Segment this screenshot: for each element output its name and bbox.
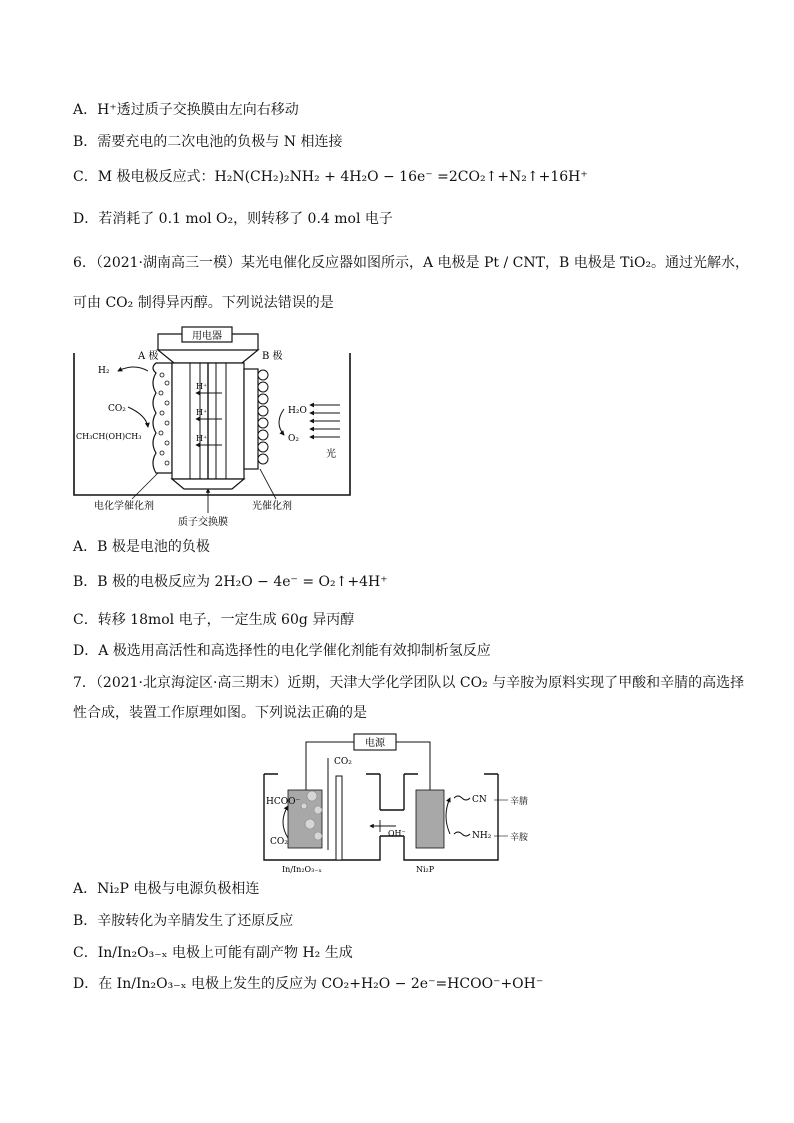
in-electrode-label: In/In₂O₃₋ₓ [282, 865, 322, 874]
power-label: 电源 [365, 738, 385, 749]
membrane-label: 质子交换膜 [178, 517, 228, 528]
q7-figure [258, 730, 538, 875]
q5-option-c: C．M 极电极反应式：H₂N(CH₂)₂NH₂ + 4H₂O − 16e⁻ =2CO₂↑+N₂↑+16H⁺ [73, 169, 588, 185]
oh-label: OH⁻ [388, 829, 406, 838]
amine-label: 辛胺 [510, 833, 529, 843]
hplus-label-3: H⁺ [196, 434, 208, 443]
h2-label: H₂ [98, 366, 110, 376]
q6-option-d: D．A 极选用高活性和高选择性的电化学催化剂能有效抑制析氢反应 [73, 643, 491, 659]
hplus-label-2: H⁺ [196, 408, 208, 417]
q7-option-d: D．在 In/In₂O₃₋ₓ 电极上发生的反应为 CO₂+H₂O − 2e⁻=HCOO⁻+OH⁻ [73, 976, 544, 992]
electrode-b [244, 369, 258, 469]
amine-group-label: NH₂ [472, 831, 492, 841]
isopropanol-label: CH₃CH(OH)CH₃ [76, 432, 142, 441]
q6-option-a: A．B 极是电池的负极 [73, 539, 210, 555]
device-label: 用电器 [192, 331, 222, 342]
q6-figure [72, 323, 352, 533]
electrode-a [153, 363, 172, 473]
ni2p-electrode-label: Ni₂P [416, 865, 435, 874]
nitrile-label: 辛腈 [510, 797, 529, 807]
q7-option-c: C．In/In₂O₃₋ₓ 电极上可能有副产物 H₂ 生成 [73, 945, 353, 961]
electrode-ni2p [416, 790, 444, 848]
nitrile-group-label: CN [472, 795, 487, 805]
q5-option-b: B．需要充电的二次电池的负极与 N 相连接 [73, 134, 343, 150]
q6-option-c: C．转移 18mol 电子，一定生成 60g 异丙醇 [73, 612, 355, 628]
electrode-b-label: B 极 [262, 351, 283, 362]
q7-option-b: B．辛胺转化为辛腈发生了还原反应 [73, 913, 294, 929]
h2o-label: H₂O [288, 406, 307, 416]
o2-label: O₂ [288, 434, 299, 444]
q6-stem-line1: 6．（2021·湖南高三一模）某光电催化反应器如图所示，A 电极是 Pt / CNT，B 电极是 TiO₂。通过光解水， [73, 255, 750, 271]
q6-option-b: B．B 极的电极反应为 2H₂O − 4e⁻ = O₂↑+4H⁺ [73, 574, 388, 590]
catalyst-right-label: 光催化剂 [252, 501, 292, 512]
light-label: 光 [326, 449, 336, 460]
co2-top-label: CO₂ [334, 757, 352, 767]
electrode-a-label: A 极 [138, 351, 159, 362]
co2-label: CO₂ [108, 404, 126, 414]
q7-option-a: A．Ni₂P 电极与电源负极相连 [73, 881, 260, 897]
q7-stem-line2: 性合成，装置工作原理如图。下列说法正确的是 [73, 705, 367, 721]
hplus-label-1: H⁺ [196, 382, 208, 391]
q7-stem-line1: 7．（2021·北京海淀区·高三期末）近期，天津大学化学团队以 CO₂ 与辛胺为原料实现了甲酸和辛腈的高选择 [73, 675, 745, 691]
q5-option-a: A．H⁺透过质子交换膜由左向右移动 [73, 102, 299, 118]
co2-label: CO₂ [270, 837, 288, 847]
q5-option-d: D．若消耗了 0.1 mol O₂，则转移了 0.4 mol 电子 [73, 211, 393, 227]
q6-stem-line2: 可由 CO₂ 制得异丙醇。下列说法错误的是 [73, 295, 334, 311]
catalyst-left-label: 电化学催化剂 [94, 501, 154, 512]
hcoo-label: HCOO⁻ [266, 797, 301, 807]
